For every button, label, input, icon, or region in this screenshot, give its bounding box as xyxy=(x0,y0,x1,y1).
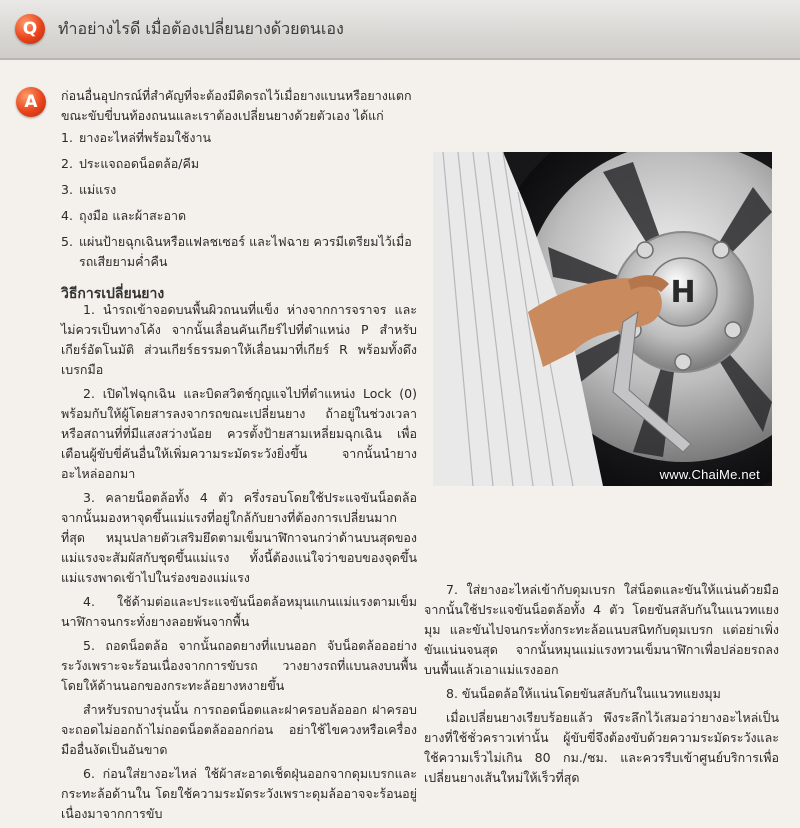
list-item-number: 3. xyxy=(61,182,73,197)
answer-intro xyxy=(61,86,413,126)
step-paragraph: 8. ขันน็อตล้อให้แน่นโดยขันสลับกันในแนวทแยงมุม xyxy=(446,686,721,701)
step-paragraph: 7. ใส่ยางอะไหล่เข้ากับดุมเบรก ใส่น็อตและขันให้แน่นด้วยมือ จากนั้นใช้ประแจขันน็อตล้อทั้ง 4 ตัว โดยขันสลับกันในแนวทแยงมุม และขันไปจนกระทั่งกระทะล้อแนบสนิทกับดุมเบรก แต่อย่าเพิ่งขันแน่นจนสุด จากนั้นหมุนแม่แรงทวนเข็มนาฬิกาเพื่อปล่อยรถลงบนพื้นแล้วเอาแม่แรงออก xyxy=(424,582,779,677)
step-paragraph: สำหรับรถบางรุ่นนั้น การถอดน็อตและฝาครอบล้อออก ฝาครอบจะถอดไม่ออกถ้าไม่ถอดน็อตล้อออกก่อน อย่าใช้ไขควงหรือเครื่องมืออื่นงัดเป็นอันขาด xyxy=(61,702,417,757)
answer-badge-icon: A xyxy=(16,87,46,117)
list-item-number: 4. xyxy=(61,208,73,223)
question-badge-icon: Q xyxy=(15,14,45,44)
watermark-text: www.ChaiMe.net xyxy=(659,467,760,482)
wheel-photo-illustration xyxy=(433,152,772,486)
list-item-number: 2. xyxy=(61,156,73,171)
step-paragraph: 6. ก่อนใส่ยางอะไหล่ ใช้ผ้าสะอาดเช็ดฝุ่นออกจากดุมเบรกและกระทะล้อด้านใน โดยใช้ความระมัดระวังเพราะดุมล้ออาจจะร้อนอยู่เนื่องมาจากการขับ xyxy=(61,766,417,821)
tire-change-photo xyxy=(433,152,772,486)
section-title: วิธีการเปลี่ยนยาง xyxy=(61,286,165,302)
list-item xyxy=(61,154,421,174)
list-item xyxy=(61,180,421,200)
intro-text: ก่อนอื่นอุปกรณ์ที่สำคัญที่จะต้องมีติดรถไว้เมื่อยางแบนหรือยางแตก ขณะขับขี่บนท้องถนนและเราต้องเปลี่ยนยางด้วยตัวเอง ได้แก่ xyxy=(61,88,412,123)
list-item xyxy=(61,128,421,148)
list-item-text: แผ่นป้ายฉุกเฉินหรือแฟลชเซอร์ และไฟฉาย ควรมีเตรียมไว้เมื่อรถเสียยามค่ำคืน xyxy=(79,234,412,269)
steps-left-column xyxy=(61,300,417,828)
list-item xyxy=(61,232,421,272)
list-item-number: 1. xyxy=(61,130,73,145)
list-item-text: ประแจถอดน็อตล้อ/คีม xyxy=(79,156,200,171)
header-divider xyxy=(0,58,800,60)
steps-right-column xyxy=(424,580,779,792)
list-item-text: ถุงมือ และผ้าสะอาด xyxy=(79,208,187,223)
svg-text:H: H xyxy=(670,275,696,310)
step-paragraph: 4. ใช้ด้ามต่อและประแจขันน็อตล้อหมุนแกนแม่แรงตามเข็มนาฬิกาจนกระทั่งยางลอยพ้นจากพื้น xyxy=(61,594,417,629)
list-item-text: แม่แรง xyxy=(79,182,117,197)
step-paragraph: เมื่อเปลี่ยนยางเรียบร้อยแล้ว พึงระลึกไว้เสมอว่ายางอะไหล่เป็นยางที่ใช้ชั่วคราวเท่านั้น ผู้ขับขี่จึงต้องขับด้วยความระมัดระวังและใช้ความเร็วไม่เกิน 80 กม./ชม. และควรรีบเข้าศูนย์บริการเพื่อเปลี่ยนยางเส้นใหม่ให้เร็วที่สุด xyxy=(424,710,779,785)
list-item-text: ยางอะไหล่ที่พร้อมใช้งาน xyxy=(79,130,212,145)
list-item xyxy=(61,206,421,226)
step-paragraph: 2. เปิดไฟฉุกเฉิน และบิดสวิตช์กุญแจไปที่ตำแหน่ง Lock (0) พร้อมกับให้ผู้โดยสารลงจากรถขณะเปลี่ยนยาง ถ้าอยู่ในช่วงเวลาหรือสถานที่ที่มีแสงสว่างน้อย ควรตั้งป้ายสามเหลี่ยมฉุกเฉิน เพื่อเตือนผู้ขับขี่คันอื่นให้เพิ่มความระมัดระวังยิ่งขึ้น จากนั้นนำยางอะไหล่ออกมา xyxy=(61,386,417,481)
step-paragraph: 5. ถอดน็อตล้อ จากนั้นถอดยางที่แบนออก จับน็อตล้อออย่างระวังเพราะจะร้อนเนื่องจากการขับรถ วางยางรถที่แบนลงบนพื้นโดยให้ด้านนอกของกระทะล้อยางหงายขึ้น xyxy=(61,638,417,693)
step-paragraph: 1. นำรถเข้าจอดบนพื้นผิวถนนที่แข็ง ห่างจากการจราจร และไม่ควรเป็นทางโค้ง จากนั้นเลื่อนคันเกียร์ไปที่ตำแหน่ง P สำหรับเกียร์อัตโนมัติ ส่วนเกียร์ธรรมดาให้เลื่อนมาที่เกียร์ R พร้อมทั้งดึงเบรกมือ xyxy=(61,302,417,377)
step-paragraph: 3. คลายน็อตล้อทั้ง 4 ตัว ครึ่งรอบโดยใช้ประแจขันน็อตล้อ จากนั้นมองหาจุดขึ้นแม่แรงที่อยู่ใกล้กับยางที่ต้องการเปลี่ยนมากที่สุด หมุนปลายตัวเสริมยึดตามเข็มนาฬิกาจนกว่าด้านบนสุดของแม่แรงจะสัมผัสกับชุดขึ้นแม่แรง ทั้งนี้ต้องแน่ใจว่าขอบของจุดขึ้นแม่แรงพาดเข้าไปในร่องของแม่แรง xyxy=(61,490,417,585)
equipment-list xyxy=(61,128,421,278)
list-item-number: 5. xyxy=(61,234,73,249)
page-title: ทำอย่างไรดี เมื่อต้องเปลี่ยนยางด้วยตนเอง xyxy=(58,19,344,38)
